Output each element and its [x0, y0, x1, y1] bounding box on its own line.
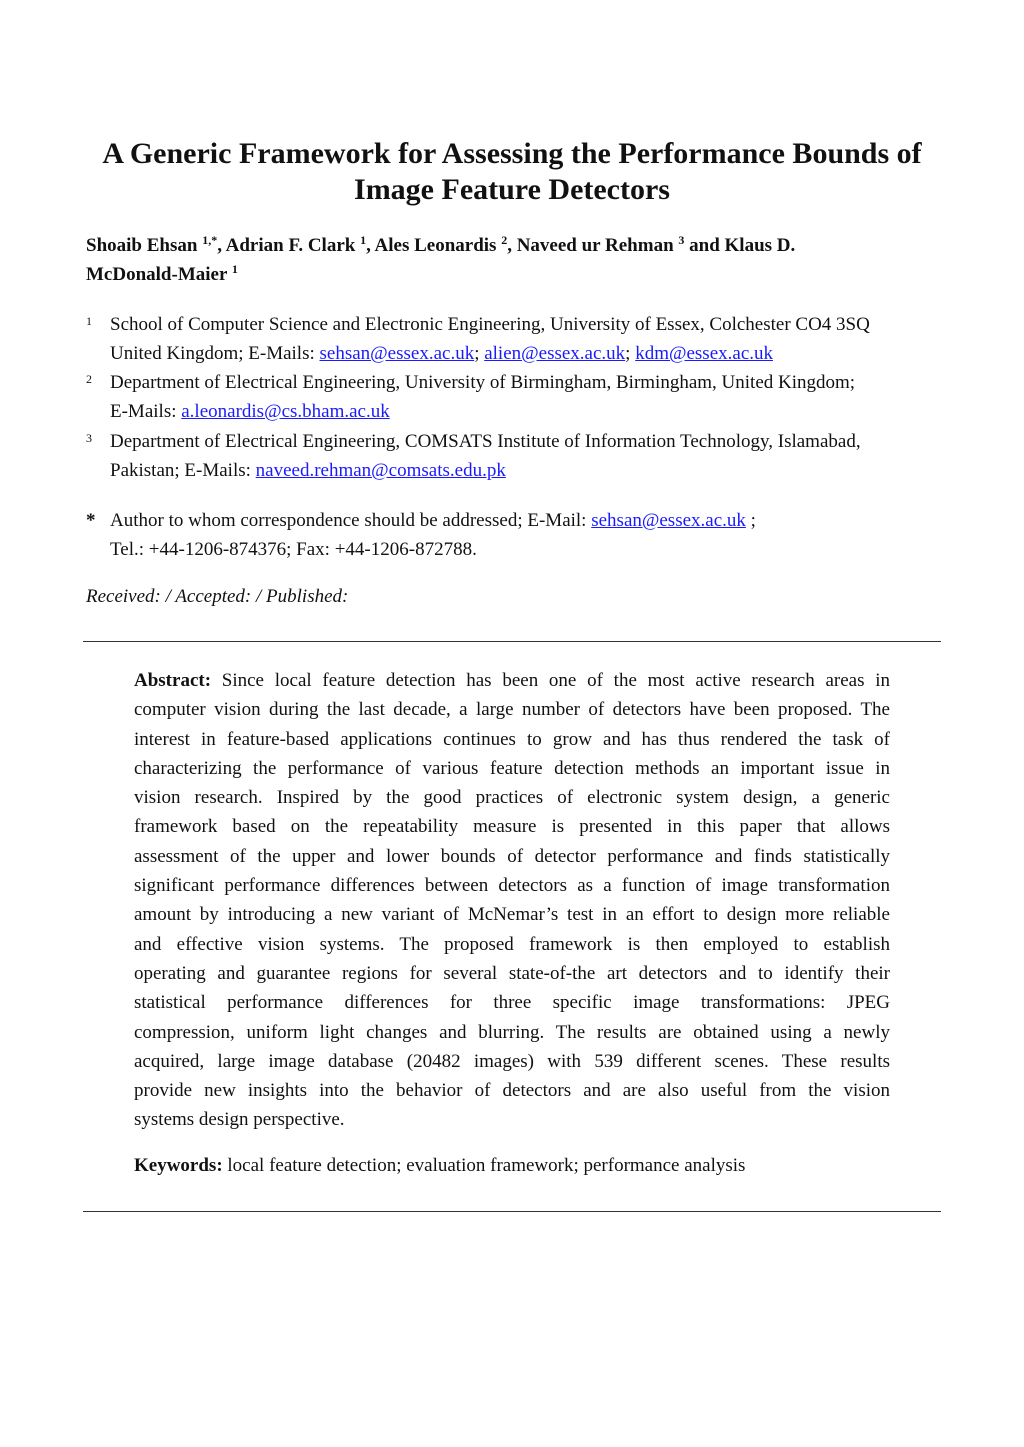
abstract-line: and effective vision systems. The proposed framework is then employed to establish: [134, 933, 890, 955]
abstract-line: framework based on the repeatability measure is presented in this paper that allows: [134, 816, 890, 838]
affiliation-3: 3 Department of Electrical Engineering, COMSATS Institute of Information Technology, Islamabad, Pakistan; E-Mails: naveed.rehman@comsats.edu.pk: [86, 431, 861, 481]
email-link[interactable]: sehsan@essex.ac.uk: [319, 343, 475, 364]
abstract-line: Abstract: Since local feature detection has been one of the most active research areas in: [134, 670, 890, 691]
affiliation-2: 2 Department of Electrical Engineering, University of Birmingham, Birmingham, United Kingdom; E-Mails: a.leonardis@cs.bham.ac.uk: [86, 372, 856, 422]
keywords: Keywords: local feature detection; evaluation framework; performance analysis: [134, 1155, 746, 1176]
abstract-line: provide new insights into the behavior of detectors and are also useful from the vision: [134, 1080, 890, 1102]
abstract-line: amount by introducing a new variant of McNemar’s test in an effort to design more reliable: [134, 904, 890, 926]
email-link[interactable]: a.leonardis@cs.bham.ac.uk: [181, 401, 390, 422]
correspondence-note: * Author to whom correspondence should be addressed; E-Mail: sehsan@essex.ac.uk ; Tel.: +44-1206-874376; Fax: +44-1206-872788.: [86, 510, 756, 560]
author-line-1: Shoaib Ehsan $^{1,*}$, Adrian F. Clark $^1$, Ales Leonardis $^2$, Naveed ur Rehman $^3$ and Klaus D.: [86, 233, 796, 256]
affiliation-1: 1 School of Computer Science and Electronic Engineering, University of Essex, Colchester CO4 3SQ United Kingdom; E-Mails: sehsan@essex.ac.uk; alien@essex.ac.uk; kdm@essex.ac.uk: [86, 314, 870, 364]
divider-bottom: [83, 1211, 941, 1212]
email-link[interactable]: kdm@essex.ac.uk: [635, 343, 773, 364]
author-list: [86, 231, 946, 289]
abstract-label: Abstract:: [134, 670, 212, 691]
abstract-line: interest in feature-based applications continues to grow and has thus rendered the task of: [134, 728, 890, 750]
abstract-line: vision research. Inspired by the good practices of electronic system design, a generic: [134, 787, 890, 809]
abstract-line: compression, uniform light changes and blurring. The results are obtained using a newly: [134, 1021, 890, 1043]
paper-title: A Generic Framework for Assessing the Performance Bounds of Image Feature Detectors: [102, 137, 922, 206]
abstract-line: assessment of the upper and lower bounds of detector performance and finds statistically: [134, 845, 890, 867]
email-link[interactable]: sehsan@essex.ac.uk: [591, 510, 746, 531]
publication-dates: Received: / Accepted: / Published:: [86, 586, 349, 607]
abstract-line: computer vision during the last decade, a large number of detectors have been proposed. The: [134, 699, 890, 721]
abstract-line: significant performance differences between detectors as a function of image transformation: [134, 875, 890, 897]
divider-top: [83, 641, 941, 642]
abstract-line: systems design perspective.: [134, 1109, 345, 1131]
abstract-line: statistical performance differences for three specific image transformations: JPEG: [134, 992, 890, 1014]
email-link[interactable]: naveed.rehman@comsats.edu.pk: [255, 460, 506, 481]
author-line-2: McDonald-Maier $^1$: [86, 262, 238, 285]
abstract: [134, 666, 890, 1135]
email-link[interactable]: alien@essex.ac.uk: [484, 343, 626, 364]
abstract-line: characterizing the performance of various feature detection methods an important issue in: [134, 757, 890, 779]
abstract-line: acquired, large image database (20482 images) with 539 different scenes. These results: [134, 1050, 890, 1072]
abstract-line: operating and guarantee regions for several state-of-the art detectors and to identify their: [134, 962, 890, 984]
